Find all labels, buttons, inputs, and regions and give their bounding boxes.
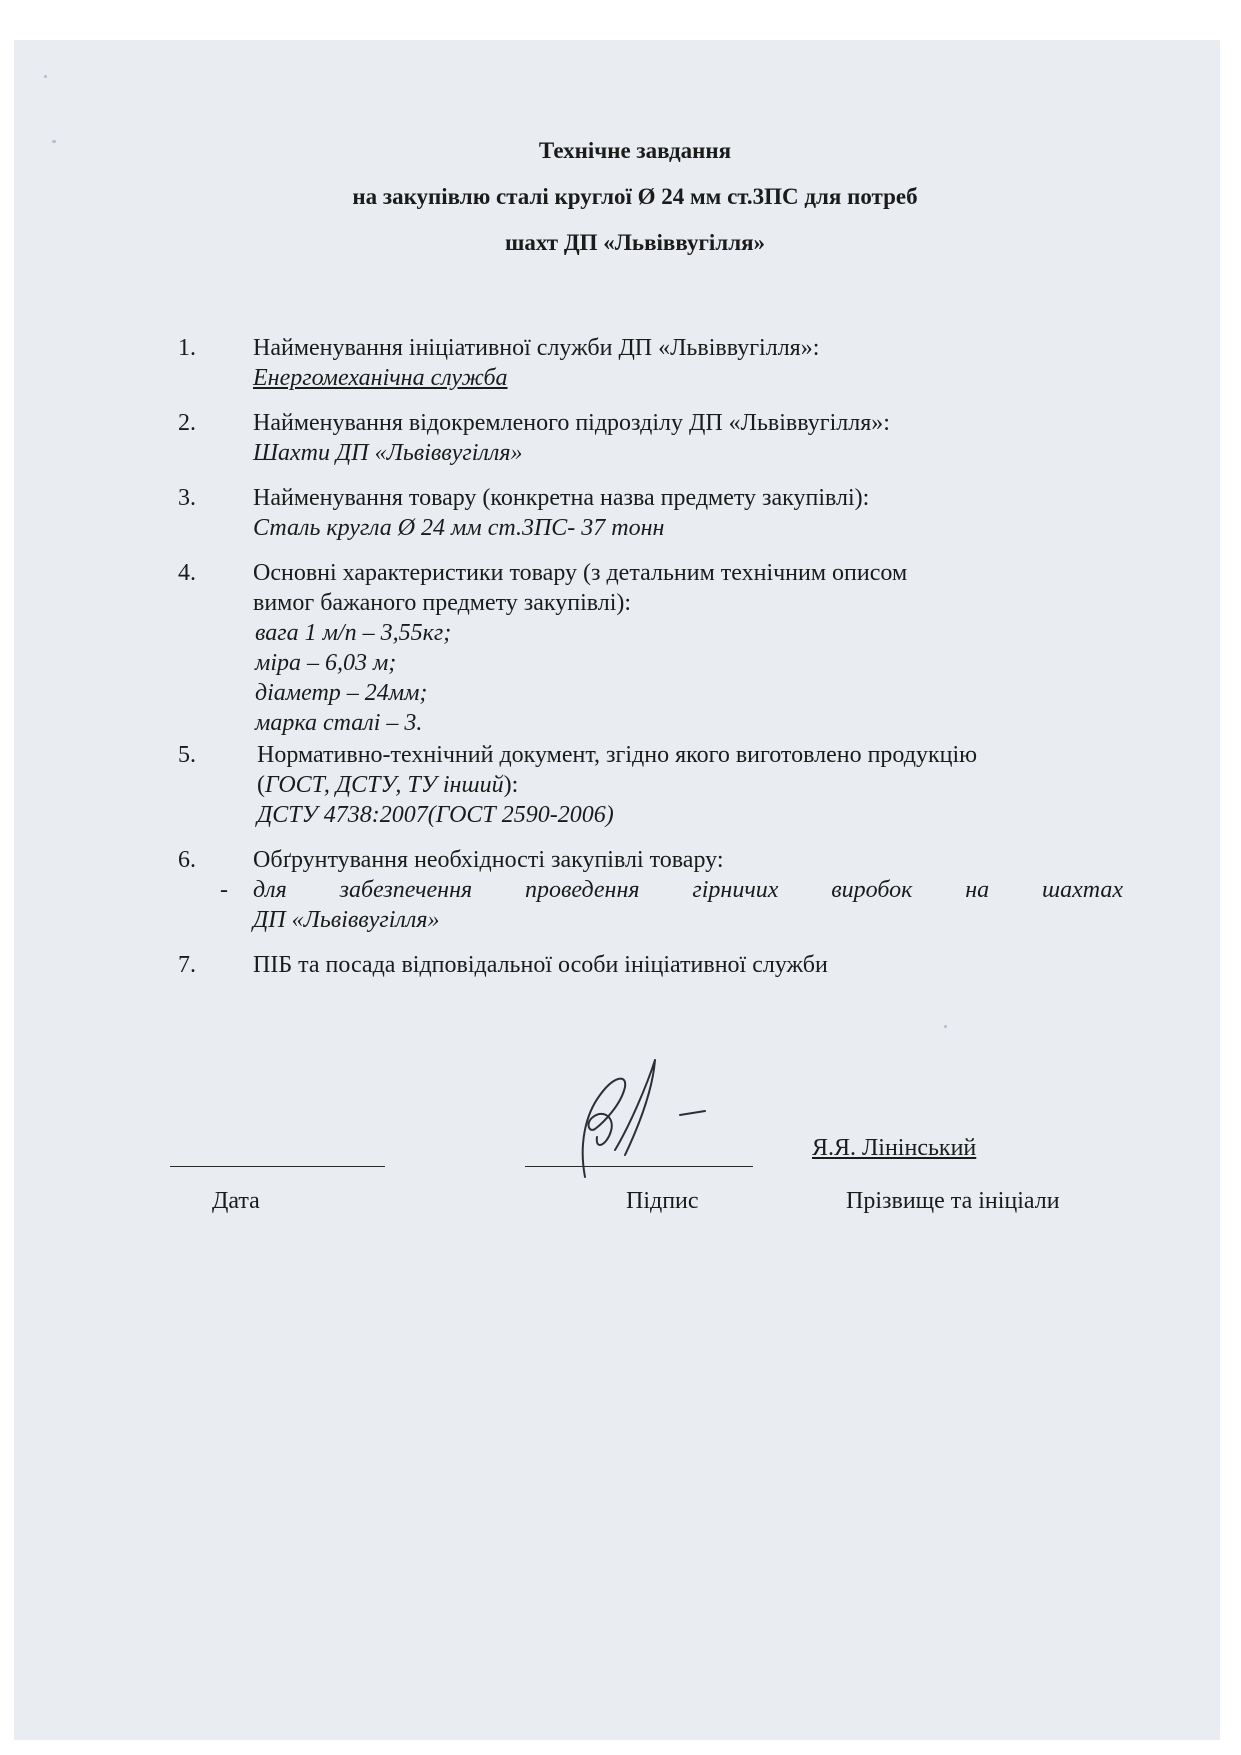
item-value-line-2: ДП «Львіввугілля»: [253, 907, 440, 933]
list-item-2: [178, 408, 1123, 468]
item-label-standards: [253, 770, 1123, 800]
paren-open: (: [257, 772, 265, 798]
list-item-6: [178, 845, 1123, 935]
item-number: 6.: [178, 847, 196, 873]
list-item-7: [178, 950, 1123, 980]
signature-caption: Підпис: [626, 1188, 699, 1214]
signature-block: [0, 1080, 1241, 1230]
item-number: 4.: [178, 560, 196, 586]
date-caption: Дата: [212, 1188, 260, 1214]
item-label: ПІБ та посада відповідальної особи ініціативної служби: [253, 952, 828, 978]
requirements-list: [178, 333, 1123, 995]
item-value: Енергомеханічна служба: [253, 365, 508, 391]
item-label-line-1: Основні характеристики товару (з детальним технічним описом: [253, 560, 908, 586]
item-number: 1.: [178, 335, 196, 361]
item-label: Нормативно-технічний документ, згідно якого виготовлено продукцію: [257, 742, 978, 768]
list-item-3: [178, 483, 1123, 543]
signer-name: Я.Я. Лінінський: [812, 1135, 977, 1161]
item-label: Обґрунтування необхідності закупівлі товару:: [253, 847, 724, 873]
scan-speck: [944, 1025, 947, 1028]
item-value: Шахти ДП «Львіввугілля»: [253, 440, 523, 466]
standards-types: ГОСТ, ДСТУ, ТУ інший: [265, 772, 504, 798]
item-number: 2.: [178, 410, 196, 436]
item-number: 7.: [178, 952, 196, 978]
title-line-2: на закупівлю сталі круглої Ø 24 мм ст.3ПС для потреб: [352, 184, 918, 209]
dash-bullet: -: [220, 877, 228, 903]
item-value: Сталь кругла Ø 24 мм ст.3ПС- 37 тонн: [253, 515, 665, 541]
title-line-1: Технічне завдання: [538, 138, 732, 163]
item-label: Найменування ініціативної служби ДП «Львіввугілля»:: [253, 335, 820, 361]
characteristic-length: міра – 6,03 м;: [255, 650, 397, 676]
item-value: ДСТУ 4738:2007(ГОСТ 2590-2006): [257, 802, 614, 828]
characteristic-weight: вага 1 м/п – 3,55кг;: [255, 620, 452, 646]
list-item-4: [178, 558, 1123, 738]
scan-speck: [44, 75, 47, 78]
characteristic-grade: марка сталі – 3.: [255, 710, 423, 736]
name-caption: Прізвище та ініціали: [846, 1188, 1060, 1214]
characteristic-diameter: діаметр – 24мм;: [255, 680, 428, 706]
item-label-line-2: вимог бажаного предмету закупівлі):: [253, 590, 632, 616]
handwritten-signature: [555, 1055, 715, 1185]
list-item-5: [178, 740, 1123, 830]
list-item-1: [178, 333, 1123, 393]
characteristics-list: [253, 618, 1123, 738]
title-line-3: шахт ДП «Львіввугілля»: [504, 230, 766, 255]
item-label: Найменування товару (конкретна назва предмету закупівлі):: [253, 485, 870, 511]
document-title: [0, 128, 1241, 266]
paren-close: ):: [503, 772, 519, 798]
item-number: 5.: [178, 742, 196, 768]
item-value-line-1: для забезпечення проведення гірничих виробок на шахтах: [253, 877, 1123, 903]
item-number: 3.: [178, 485, 196, 511]
item-label: Найменування відокремленого підрозділу ДП «Львіввугілля»:: [253, 410, 890, 436]
date-line: [170, 1166, 385, 1167]
